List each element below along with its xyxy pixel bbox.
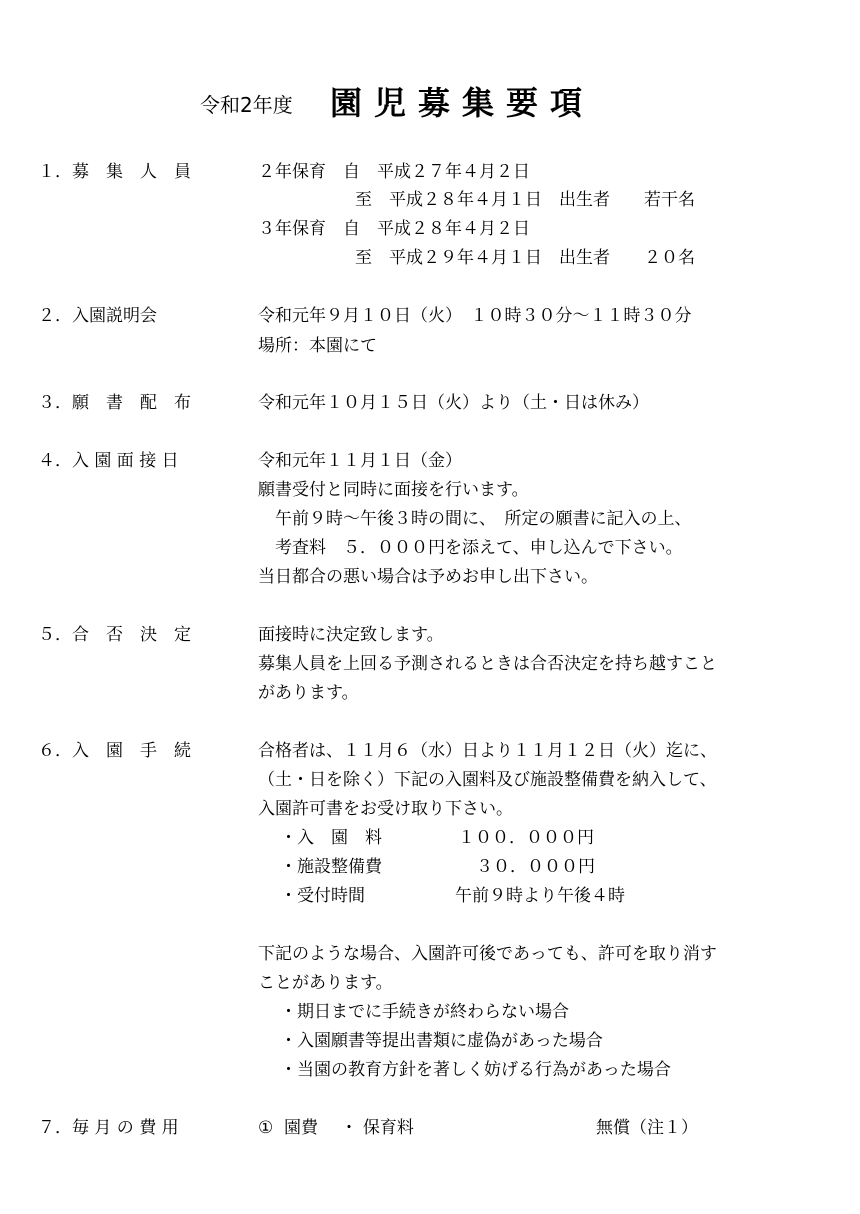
section-6-label: ６．入 園 手 続	[38, 741, 191, 761]
section-4-line-2: 願書受付と同時に面接を行います。	[258, 480, 529, 500]
section-2-label: ２．入園説明会	[38, 306, 157, 326]
section-4-line-4: 考査料 ５．０００円を添えて、申し込んで下さい。	[275, 538, 683, 558]
section-6-line-2: （土・日を除く）下記の入園料及び施設整備費を納入して、	[258, 770, 717, 790]
section-7-label: ７．毎 月 の 費 用	[38, 1118, 179, 1138]
section-4-line-5: 当日都合の悪い場合は予めお申し出下さい。	[258, 567, 598, 587]
section-6-case-1: ・期日までに手続きが終わらない場合	[280, 1002, 569, 1022]
section-1-label: １．募 集 人 員	[38, 162, 191, 182]
fee-value-hours: 午前９時より午後４時	[455, 886, 625, 906]
section-6-line-1: 合格者は、１１月６（水）日より１１月１２日（火）迄に、	[258, 741, 717, 761]
section-5-label: ５．合 否 決 定	[38, 625, 191, 645]
section-6-note-1: 下記のような場合、入園許可後であっても、許可を取り消す	[258, 944, 717, 964]
section-1-line-4: 至 平成２９年４月１日 出生者 ２０名	[355, 248, 695, 268]
section-4-line-1: 令和元年１１月１日（金）	[258, 451, 462, 471]
section-6-note-2: ことがあります。	[258, 973, 393, 993]
section-4-label: ４．入 園 面 接 日	[38, 451, 179, 471]
section-3-line-1: 令和元年１０月１５日（火）より（土・日は休み）	[258, 393, 649, 413]
section-3-label: ３．願 書 配 布	[38, 393, 191, 413]
fee-name-facility: ・施設整備費	[280, 857, 382, 877]
section-7-value: 無償（注１）	[596, 1118, 698, 1138]
fee-name-hours: ・受付時間	[280, 886, 365, 906]
section-5-line-2: 募集人員を上回る予測されるときは合否決定を持ち越すこと	[258, 654, 717, 674]
section-7-item: ① 園費 ・ 保育料	[258, 1118, 414, 1138]
section-2-line-1: 令和元年９月１０日（火） １０時３０分〜１１時３０分	[258, 306, 692, 326]
section-5-line-1: 面接時に決定致します。	[258, 625, 444, 645]
fee-value-entrance: １００．０００円	[458, 828, 594, 848]
section-1-line-2: 至 平成２８年４月１日 出生者 若干名	[355, 190, 695, 210]
fee-value-facility: ３０．０００円	[476, 857, 595, 877]
section-4-line-3: 午前９時〜午後３時の間に、 所定の願書に記入の上、	[275, 509, 692, 529]
section-1-line-1: ２年保育 自 平成２７年４月２日	[258, 162, 530, 182]
section-6-case-3: ・当園の教育方針を著しく妨げる行為があった場合	[280, 1060, 671, 1080]
section-6-case-2: ・入園願書等提出書類に虚偽があった場合	[280, 1031, 603, 1051]
page-title: 園児募集要項	[330, 84, 595, 122]
title-year: 令和2年度	[200, 93, 293, 117]
section-2-line-2: 場所：本園にて	[258, 336, 377, 356]
section-5-line-3: があります。	[258, 683, 359, 703]
section-1-line-3: ３年保育 自 平成２８年４月２日	[258, 219, 530, 239]
section-6-line-3: 入園許可書をお受け取り下さい。	[258, 799, 513, 819]
fee-name-entrance: ・入 園 料	[280, 828, 382, 848]
